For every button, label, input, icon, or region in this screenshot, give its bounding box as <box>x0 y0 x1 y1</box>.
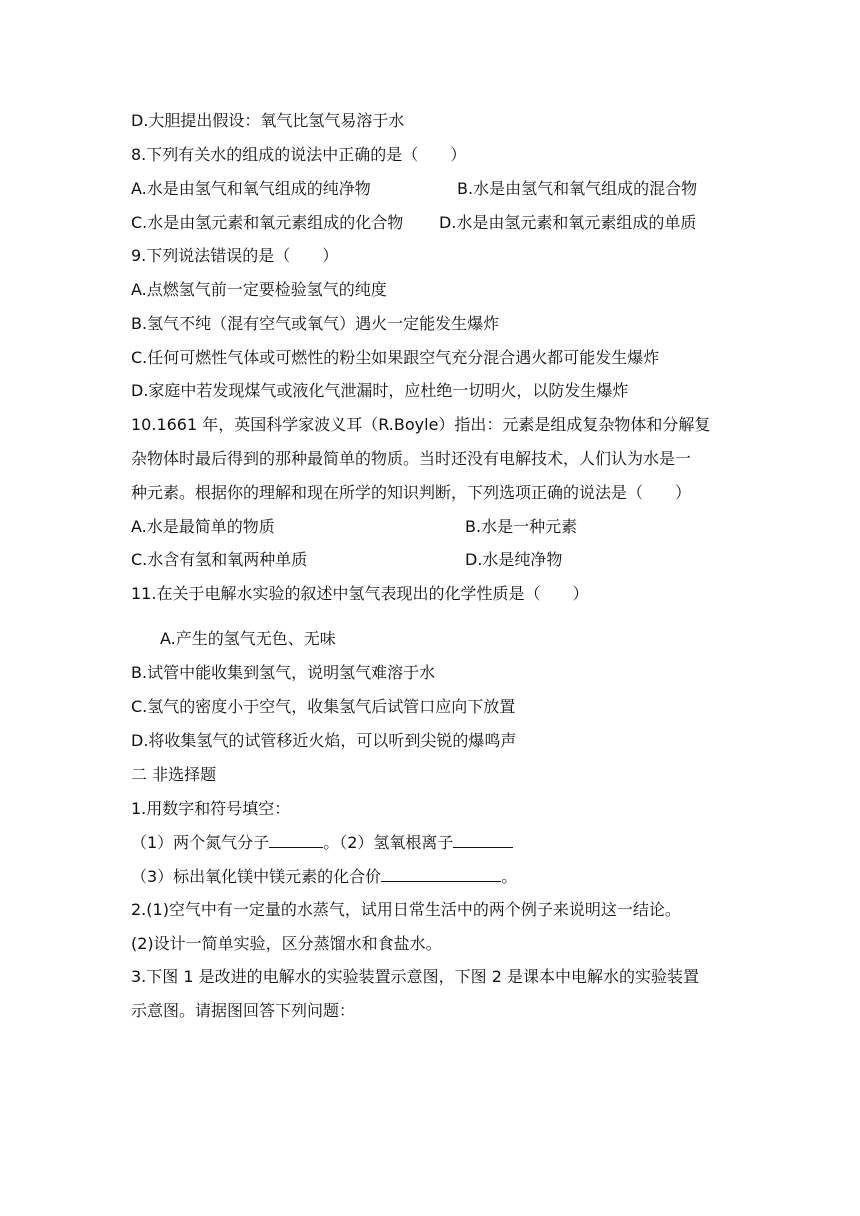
q10-options-row2 <box>131 550 760 570</box>
q8-options-row2 <box>131 213 760 233</box>
q11-option-a: A.产生的氢气无色、无味 <box>160 629 336 648</box>
s2-q1-part1-blank[interactable] <box>269 832 323 848</box>
q11-option-d: D.将收集氢气的试管移近火焰，可以听到尖锐的爆鸣声 <box>131 731 517 750</box>
s2-q1-part3-label: （3）标出氧化镁中镁元素的化合价 <box>131 867 382 886</box>
q8-option-d: D.水是由氢元素和氧元素组成的单质 <box>439 213 697 232</box>
s2-q1-stem: 1.用数字和符号填空： <box>131 799 291 818</box>
q10-option-b: B.水是一种元素 <box>465 517 578 536</box>
section-heading: 二 非选择题 <box>131 765 217 784</box>
q10-stem-line3: 种元素。根据你的理解和现在所学的知识判断，下列选项正确的说法是（ ） <box>131 483 692 502</box>
q7-option-d: D.大胆提出假设：氧气比氢气易溶于水 <box>131 111 405 130</box>
s2-q1-parts-row2 <box>131 866 760 887</box>
s2-q1-part1-end: 。 <box>323 833 340 852</box>
s2-q1-part3-blank[interactable] <box>381 866 501 882</box>
s2-q2-line1: 2.(1)空气中有一定量的水蒸气，试用日常生活中的两个例子来说明这一结论。 <box>131 900 681 919</box>
s2-q1-part2-blank[interactable] <box>453 832 513 848</box>
s2-q1-part3-end: 。 <box>501 867 518 886</box>
s2-q1-part2-label: （2）氢氧根离子 <box>339 833 454 852</box>
q10-options-row1 <box>131 517 760 537</box>
q10-stem-line2: 杂物体时最后得到的那种最简单的物质。当时还没有电解技术，人们认为水是一 <box>131 449 692 468</box>
q11-stem: 11.在关于电解水实验的叙述中氢气表现出的化学性质是（ ） <box>131 584 589 603</box>
q9-stem: 9.下列说法错误的是（ ） <box>131 246 339 265</box>
q8-option-c: C.水是由氢元素和氧元素组成的化合物 <box>131 213 404 232</box>
q10-option-a: A.水是最简单的物质 <box>131 517 275 536</box>
q9-option-d: D.家庭中若发现煤气或液化气泄漏时，应杜绝一切明火，以防发生爆炸 <box>131 381 629 400</box>
s2-q3-line1: 3.下图 1 是改进的电解水的实验装置示意图，下图 2 是课本中电解水的实验装置 <box>131 967 699 986</box>
q9-option-a: A.点燃氢气前一定要检验氢气的纯度 <box>131 280 387 299</box>
q8-option-b: B.水是由氢气和氧气组成的混合物 <box>457 179 698 198</box>
q10-option-d: D.水是纯净物 <box>465 550 563 569</box>
q10-stem-line1: 10.1661 年，英国科学家波义耳（R.Boyle）指出：元素是组成复杂物体和分解复 <box>131 415 711 434</box>
q9-option-c: C.任何可燃性气体或可燃性的粉尘如果跟空气充分混合遇火都可能发生爆炸 <box>131 348 660 367</box>
q8-options-row1 <box>131 179 760 199</box>
s2-q1-parts-row1 <box>131 832 760 853</box>
q10-option-c: C.水含有氢和氧两种单质 <box>131 550 308 569</box>
q11-option-c: C.氢气的密度小于空气，收集氢气后试管口应向下放置 <box>131 697 516 716</box>
q9-option-b: B.氢气不纯（混有空气或氧气）遇火一定能发生爆炸 <box>131 314 500 333</box>
q8-option-a: A.水是由氢气和氧气组成的纯净物 <box>131 179 371 198</box>
s2-q1-part1-label: （1）两个氮气分子 <box>131 833 270 852</box>
s2-q3-line2: 示意图。请据图回答下列问题： <box>131 1001 356 1020</box>
s2-q2-line2: (2)设计一简单实验，区分蒸馏水和食盐水。 <box>131 934 442 953</box>
q11-option-b: B.试管中能收集到氢气，说明氢气难溶于水 <box>131 663 436 682</box>
q8-stem: 8.下列有关水的组成的说法中正确的是（ ） <box>131 145 467 164</box>
